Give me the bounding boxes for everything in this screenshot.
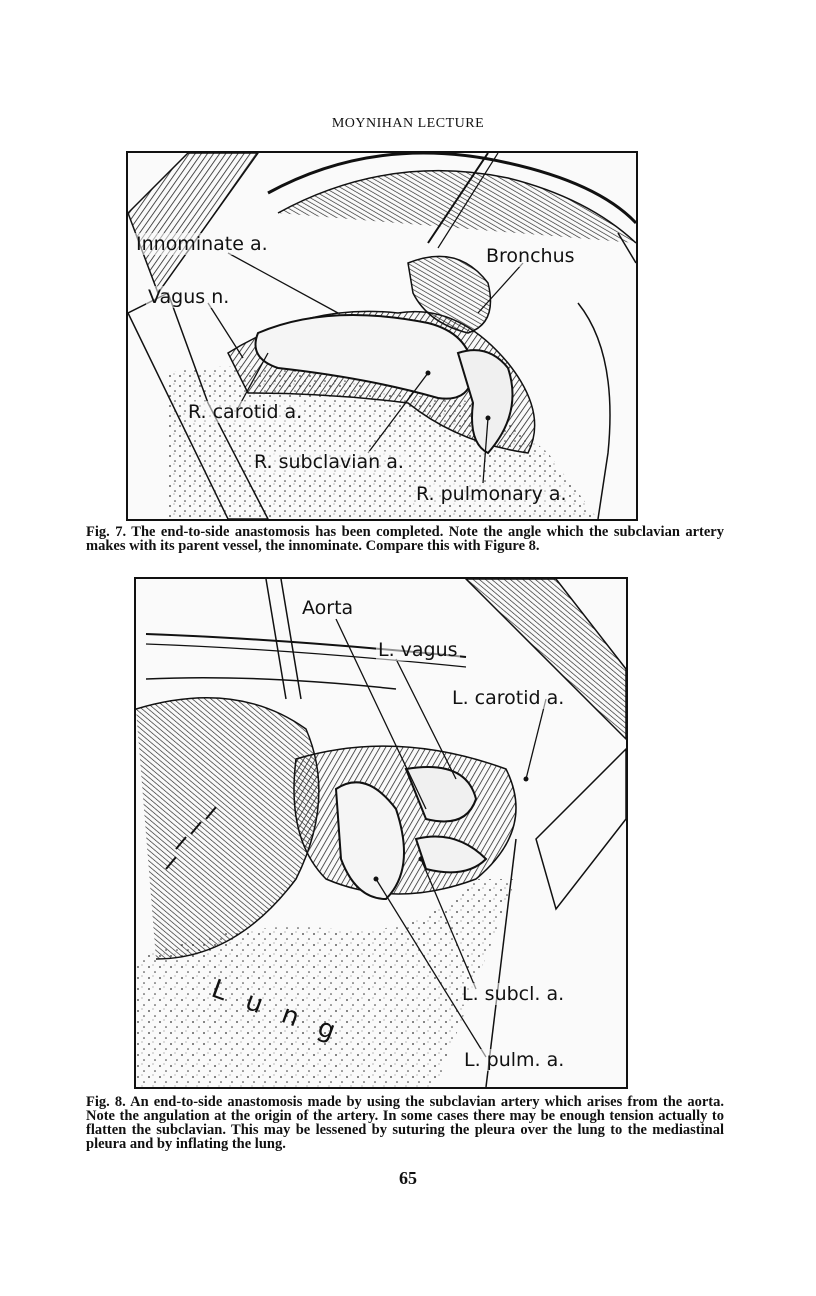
label-left-vagus: L. vagus — [378, 639, 458, 661]
label-innominate-artery: Innominate a. — [136, 233, 268, 255]
label-right-carotid-artery: R. carotid a. — [188, 401, 303, 423]
page-number: 65 — [399, 1168, 417, 1188]
label-right-subclavian-artery: R. subclavian a. — [254, 451, 404, 473]
label-left-pulmonary-artery: L. pulm. a. — [464, 1049, 565, 1071]
figure-7-caption: Fig. 7. The end-to-side anastomosis has been completed. Note the angle which the subclavian artery makes with its parent vessel, the innominate. Compare this with Figure 8. — [86, 524, 724, 554]
figure-7-illustration — [126, 151, 638, 521]
label-lung: Lung — [207, 973, 361, 1055]
label-bronchus: Bronchus — [486, 245, 575, 267]
label-left-subclavian-artery: L. subcl. a. — [462, 983, 565, 1005]
label-aorta: Aorta — [302, 597, 354, 619]
label-vagus-nerve: Vagus n. — [148, 286, 230, 308]
figure-8-caption: Fig. 8. An end-to-side anastomosis made by using the subclavian artery which arises from the aorta. Note the angulation at the origin of the artery. In some cases there may be enough tension actually to flatten the subclavian. This may be lessened by suturing the pleura over the lung to the mediastinal pleura and by inflating the lung. — [86, 1094, 724, 1152]
running-head: MOYNIHAN LECTURE — [331, 116, 485, 131]
label-left-carotid-artery: L. carotid a. — [452, 687, 565, 709]
label-right-pulmonary-artery: R. pulmonary a. — [416, 483, 567, 505]
figure-8-illustration — [134, 577, 628, 1089]
